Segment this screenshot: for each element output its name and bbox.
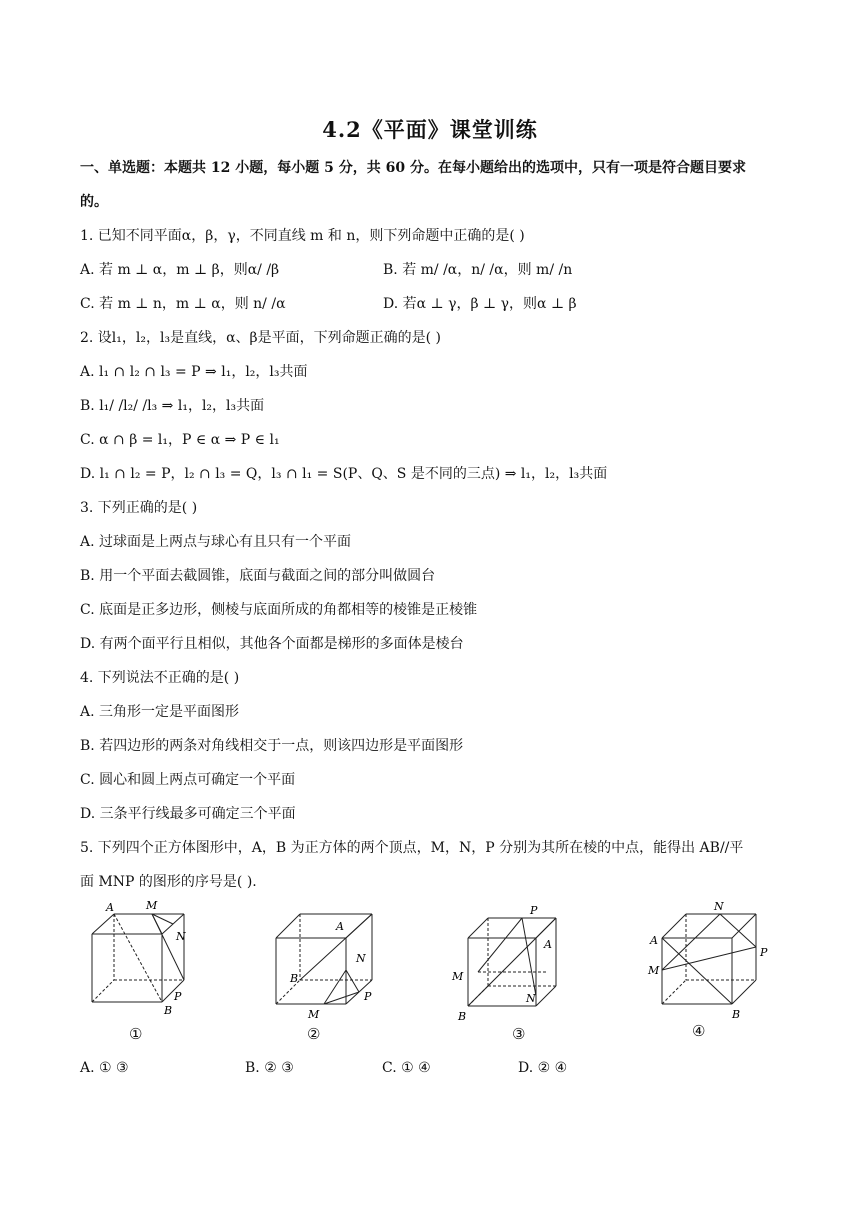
figure-number-2: ② <box>307 1025 321 1043</box>
label-m: M <box>308 1008 320 1021</box>
q4-option-c: C. 圆心和圆上两点可确定一个平面 <box>80 772 296 788</box>
label-n: N <box>176 930 186 943</box>
q1-option-b: B. 若 m/ /α，n/ /α，则 m/ /n <box>383 262 573 278</box>
label-p: P <box>760 946 768 959</box>
q5-option-b: B. ② ③ <box>245 1060 294 1076</box>
label-b: B <box>164 1004 173 1017</box>
section-header-line1: 一、单选题：本题共 12 小题，每小题 5 分，共 60 分。在每小题给出的选项中，只有一项是符合题目要求 <box>80 160 746 176</box>
label-a: A <box>336 920 344 933</box>
q1-option-c: C. 若 m ⊥ n，m ⊥ α，则 n/ /α <box>80 296 286 312</box>
q5-stem-line2: 面 MNP 的图形的序号是( ). <box>80 874 257 890</box>
q3-option-d: D. 有两个面平行且相似，其他各个面都是梯形的多面体是棱台 <box>80 636 464 652</box>
label-m: M <box>146 899 158 912</box>
cube-figure-4 <box>648 900 768 1021</box>
label-n: N <box>356 952 366 965</box>
q5-option-a: A. ① ③ <box>80 1060 129 1076</box>
q4-stem: 4. 下列说法不正确的是( ) <box>80 670 240 686</box>
q5-option-c: C. ① ④ <box>382 1060 431 1076</box>
q4-option-a: A. 三角形一定是平面图形 <box>80 704 240 720</box>
q2-stem: 2. 设l₁，l₂，l₃是直线，α、β是平面，下列命题正确的是( ) <box>80 330 441 346</box>
q5-stem-line1: 5. 下列四个正方体图形中，A，B 为正方体的两个顶点，M，N，P 分别为其所在棱的中点，能得出 AB//平 <box>80 840 744 856</box>
figure-number-3: ③ <box>512 1025 526 1043</box>
label-b: B <box>458 1010 467 1023</box>
q2-option-c: C. α ∩ β = l₁，P ∈ α ⇒ P ∈ l₁ <box>80 432 280 448</box>
q3-option-b: B. 用一个平面去截圆锥，底面与截面之间的部分叫做圆台 <box>80 568 436 584</box>
cube-figure-3 <box>450 900 570 1023</box>
label-a: A <box>544 938 552 951</box>
label-n: N <box>526 992 536 1005</box>
q4-option-b: B. 若四边形的两条对角线相交于一点，则该四边形是平面图形 <box>80 738 464 754</box>
q3-option-a: A. 过球面是上两点与球心有且只有一个平面 <box>80 534 352 550</box>
q2-option-b: B. l₁/ /l₂/ /l₃ ⇒ l₁，l₂，l₃共面 <box>80 398 265 414</box>
label-m: M <box>452 970 464 983</box>
label-p: P <box>174 990 182 1003</box>
q1-option-a: A. 若 m ⊥ α，m ⊥ β，则α/ /β <box>80 262 280 278</box>
cube-figure-2 <box>270 900 390 1021</box>
figure-number-1: ① <box>129 1025 143 1043</box>
q2-option-a: A. l₁ ∩ l₂ ∩ l₃ = P ⇒ l₁，l₂，l₃共面 <box>80 364 308 380</box>
label-m: M <box>648 964 660 977</box>
q4-option-d: D. 三条平行线最多可确定三个平面 <box>80 806 296 822</box>
q1-stem: 1. 已知不同平面α，β，γ，不同直线 m 和 n，则下列命题中正确的是( ) <box>80 228 525 244</box>
page-title: 4.2《平面》课堂训练 <box>322 117 538 142</box>
cube-figure-1 <box>82 899 202 1017</box>
section-header-line2: 的。 <box>80 194 108 210</box>
label-p: P <box>364 990 372 1003</box>
label-p: P <box>530 904 538 917</box>
q3-option-c: C. 底面是正多边形，侧棱与底面所成的角都相等的棱锥是正棱锥 <box>80 602 478 618</box>
label-n: N <box>714 900 724 913</box>
q1-option-d: D. 若α ⊥ γ，β ⊥ γ，则α ⊥ β <box>383 296 577 312</box>
label-a: A <box>650 934 658 947</box>
label-b: B <box>732 1008 741 1021</box>
figure-number-4: ④ <box>692 1022 706 1040</box>
label-b: B <box>290 972 299 985</box>
q2-option-d: D. l₁ ∩ l₂ = P，l₂ ∩ l₃ = Q，l₃ ∩ l₁ = S(P、Q、S 是不同的三点) ⇒ l₁，l₂，l₃共面 <box>80 466 608 482</box>
q5-option-d: D. ② ④ <box>518 1060 568 1076</box>
q3-stem: 3. 下列正确的是( ) <box>80 500 198 516</box>
label-a: A <box>106 901 114 914</box>
